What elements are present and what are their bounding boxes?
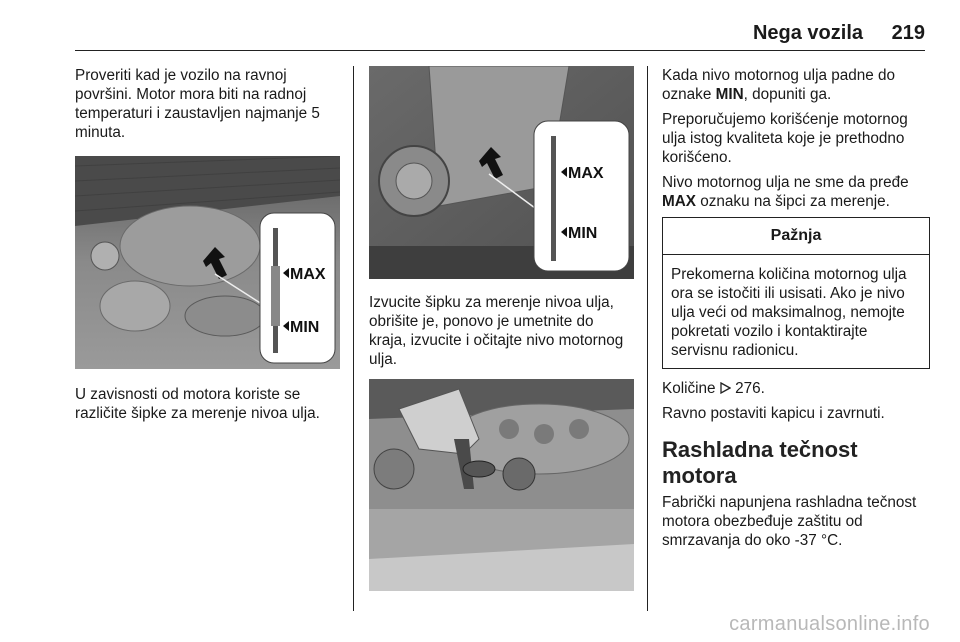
coolant-paragraph: Fabrički napunjena rashladna tečnost motora obezbeđuje zaštitu od smrzavanja do oko -37 °C. (662, 494, 917, 549)
min-label: MIN (568, 225, 598, 242)
column-1 (75, 66, 340, 429)
column-divider (353, 66, 354, 611)
page-number: 219 (891, 22, 925, 44)
dipstick-note: U zavisnosti od motora koriste se različite šipke za merenje nivoa ulja. (75, 386, 320, 422)
section-title: Nega vozila (752, 22, 863, 44)
watermark: carmanualsonline.info (729, 613, 930, 635)
dipstick-figure-2 (369, 66, 634, 279)
min-level-paragraph: Kada nivo motornog ulja padne do oznake MIN, dopuniti ga. (662, 67, 896, 103)
triangle-ref-icon (720, 382, 731, 394)
caution-title: Pažnja (663, 218, 929, 255)
max-label: MAX (290, 266, 326, 283)
max-level-paragraph: Nivo motornog ulja ne sme da pređe MAX oznaku na šipci za merenje. (662, 174, 909, 210)
caution-body: Prekomerna količina motornog ulja ora se istočiti ili usisati. Ako je nivo ulja veći od maksimalnog, nemojte pokretati vozilo i kontaktirajte servisnu radionicu. (671, 266, 907, 359)
max-keyword: MAX (662, 193, 696, 210)
min-label: MIN (290, 319, 320, 336)
dipstick-figure-1 (75, 156, 340, 369)
column-2 (369, 66, 634, 591)
caution-box (662, 217, 930, 369)
max-label: MAX (568, 165, 604, 182)
coolant-heading: Rashladna tečnost motora (662, 437, 858, 488)
quantities-reference: Količine 276. (662, 380, 765, 397)
cap-instruction: Ravno postaviti kapicu i zavrnuti. (662, 405, 885, 422)
quantities-page-link[interactable]: 276. (735, 380, 765, 397)
page-header (75, 20, 925, 51)
column-3 (662, 66, 930, 556)
dipstick-instructions: Izvucite šipku za merenje nivoa ulja, obrišite je, ponovo je umetnite do kraja, izvucite i očitajte nivo motornog ulja. (369, 294, 624, 368)
column-divider (647, 66, 648, 611)
recommendation-paragraph: Preporučujemo korišćenje motornog ulja istog kvaliteta koje je prethodno korišćeno. (662, 111, 908, 166)
intro-paragraph: Proveriti kad je vozilo na ravnoj površini. Motor mora biti na radnoj temperaturi i zaustavljen najmanje 5 minuta. (75, 67, 320, 141)
min-keyword: MIN (715, 86, 744, 103)
oil-filling-figure (369, 379, 634, 591)
